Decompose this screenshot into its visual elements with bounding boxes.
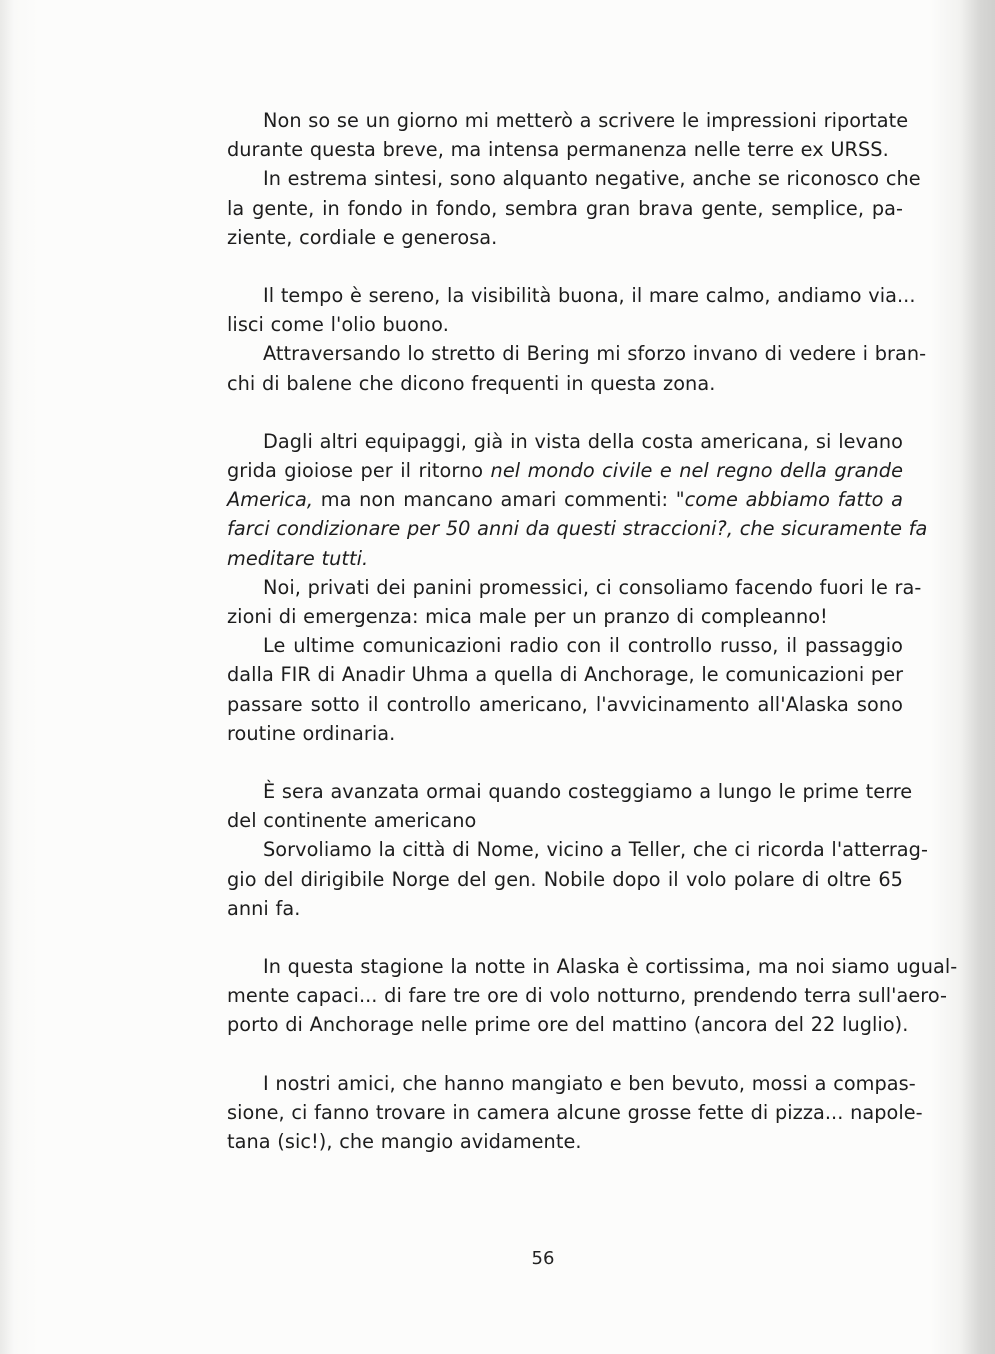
paragraph — [191, 631, 903, 748]
text-line: Attraversando lo stretto di Bering mi sforzo invano di vedere i bran- — [263, 342, 927, 366]
paragraph — [191, 835, 928, 923]
italic-run: meditare tutti. — [227, 546, 369, 570]
text-line: I nostri amici, che hanno mangiato e ben bevuto, mossi a compas- — [263, 1071, 916, 1095]
text-line: Non so se un giorno mi metterò a scrivere le impressioni riportate — [263, 109, 909, 132]
page-number: 56 — [531, 1248, 555, 1269]
text-line: durante questa breve, ma intensa permanenza nelle terre ex URSS. — [227, 138, 889, 162]
text-line — [191, 514, 928, 543]
paragraph — [191, 573, 922, 631]
text-line: Dagli altri equipaggi, già in vista della costa americana, si levano — [263, 429, 903, 453]
text-line: grida gioiose per il ritorno nel mondo civile e nel regno della grande — [227, 459, 903, 483]
text-line: mente capaci... di fare tre ore di volo notturno, prendendo terra sull'aero- — [227, 984, 948, 1008]
paragraph — [191, 777, 913, 835]
text-line: chi di balene che dicono frequenti in questa zona. — [227, 371, 716, 395]
paragraph — [191, 281, 916, 339]
text-line: lisci come l'olio buono. — [227, 313, 449, 337]
text-line: la gente, in fondo in fondo, sembra gran brava gente, semplice, pa- — [227, 196, 903, 220]
text-line: Sorvoliamo la città di Nome, vicino a Teller, che ci ricorda l'atterrag- — [263, 838, 928, 862]
text-line: ziente, cordiale e generosa. — [227, 225, 498, 249]
paragraph — [191, 427, 928, 573]
paragraph — [191, 339, 927, 397]
text-line: In questa stagione la notte in Alaska è cortissima, ma noi siamo ugual- — [263, 955, 958, 979]
text-line: Noi, privati dei panini promessici, ci consoliamo facendo fuori le ra- — [263, 575, 922, 599]
text-line: Le ultime comunicazioni radio con il controllo russo, il passaggio — [263, 634, 903, 658]
italic-run: "come abbiamo fatto a — [675, 488, 903, 512]
text-line: routine ordinaria. — [227, 721, 396, 745]
paragraph — [191, 106, 909, 164]
paragraph — [191, 1069, 923, 1157]
paragraph — [191, 164, 921, 252]
text-line: del continente americano — [227, 809, 477, 833]
text-line: In estrema sintesi, sono alquanto negative, anche se riconosco che — [263, 167, 921, 191]
text-line: zioni di emergenza: mica male per un pranzo di compleanno! — [227, 605, 828, 629]
text-line: Il tempo è sereno, la visibilità buona, il mare calmo, andiamo via... — [263, 284, 916, 308]
text-line: passare sotto il controllo americano, l'avvicinamento all'Alaska sono — [227, 692, 903, 716]
text-line: anni fa. — [227, 896, 301, 920]
text-line: gio del dirigibile Norge del gen. Nobile dopo il volo polare di oltre 65 — [227, 867, 903, 891]
italic-run: farci condizionare per 50 anni da questi straccioni?, che sicuramente fa — [227, 517, 928, 541]
italic-run: nel mondo civile e nel regno della grande — [490, 459, 903, 483]
body-text — [191, 106, 958, 1156]
italic-run: America, — [227, 488, 314, 512]
text-line: È sera avanzata ormai quando costeggiamo a lungo le prime terre — [263, 780, 913, 804]
text-line — [191, 544, 903, 573]
text-line: America, ma non mancano amari commenti: "come abbiamo fatto a — [227, 488, 903, 512]
paragraph — [191, 952, 958, 1040]
text-line: dalla FIR di Anadir Uhma a quella di Anchorage, le comunicazioni per — [227, 663, 904, 687]
text-line: tana (sic!), che mangio avidamente. — [227, 1130, 582, 1154]
text-line: porto di Anchorage nelle prime ore del mattino (ancora del 22 luglio). — [227, 1013, 909, 1037]
text-line: sione, ci fanno trovare in camera alcune grosse fette di pizza... napole- — [227, 1100, 923, 1124]
